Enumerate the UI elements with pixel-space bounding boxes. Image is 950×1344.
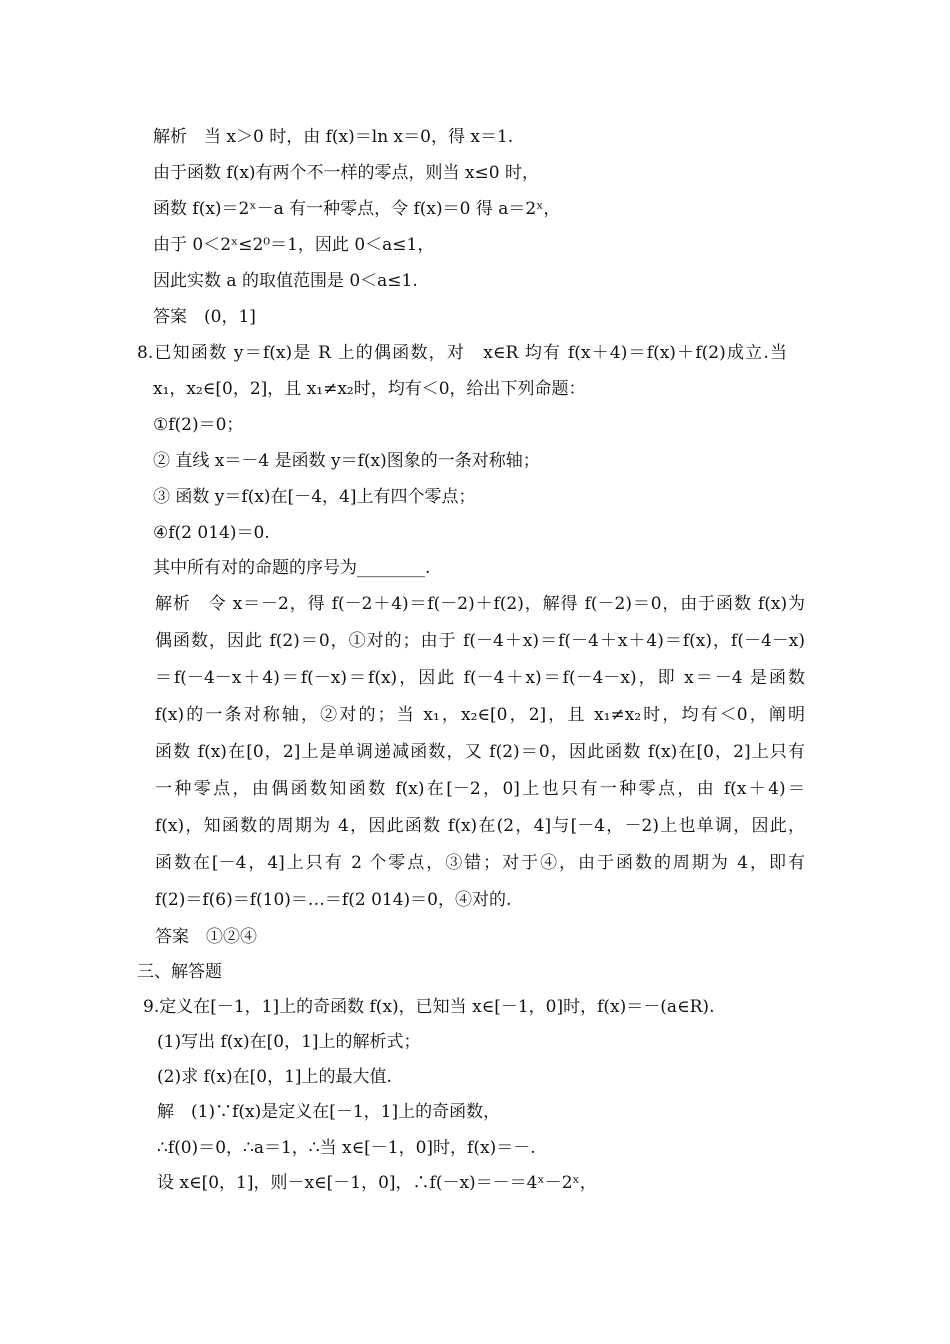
solution9-line-1: 解 (1)∵f(x)是定义在[－1，1]上的奇函数， xyxy=(157,1102,501,1122)
question8-blank: 其中所有对的命题的序号为________. xyxy=(153,558,431,578)
proposition-4: ④f(2 014)＝0. xyxy=(153,523,270,543)
solution8-line-9: f(2)＝f(6)＝f(10)＝…＝f(2 014)＝0，④对的. xyxy=(155,890,512,910)
question9-stem: 9.定义在[－1，1]上的奇函数 f(x)，已知当 x∈[－1，0]时，f(x)＝－(a∈R). xyxy=(143,997,715,1017)
solution8-line-2: 偶函数，因此 f(2)＝0，①对的；由于 f(－4＋x)＝f(－4＋x＋4)＝f(x)，f(－4－x) xyxy=(155,631,805,651)
proposition-1: ①f(2)＝0； xyxy=(153,415,244,435)
solution8-line-8: 函数在[－4，4]上只有 2 个零点，③错；对于④，由于函数的周期为 4，即有 xyxy=(155,853,805,873)
answer8: 答案 ①②④ xyxy=(155,927,257,947)
solution7-line-2: 由于函数 f(x)有两个不一样的零点，则当 x≤0 时， xyxy=(153,163,540,183)
proposition-2: ② 直线 x＝－4 是函数 y＝f(x)图象的一条对称轴； xyxy=(153,451,540,471)
solution9-line-3: 设 x∈[0，1]，则－x∈[－1，0]，∴f(－x)＝－＝4ˣ－2ˣ， xyxy=(157,1173,597,1193)
solution8-line-3: ＝f(－4－x＋4)＝f(－x)＝f(x)，因此 f(－4＋x)＝f(－4－x)，即 x＝－4 是函数 xyxy=(155,668,805,688)
answer7: 答案 (0，1] xyxy=(153,307,256,327)
solution8-line-1: 解析 令 x＝－2，得 f(－2＋4)＝f(－2)＋f(2)，解得 f(－2)＝0，由于函数 f(x)为 xyxy=(155,594,805,614)
question9-part-1: (1)写出 f(x)在[0，1]上的解析式； xyxy=(157,1032,421,1052)
solution9-line-2: ∴f(0)＝0，∴a＝1，∴当 x∈[－1，0]时，f(x)＝－. xyxy=(157,1138,536,1158)
solution7-line-3: 函数 f(x)＝2ˣ－a 有一种零点，令 f(x)＝0 得 a＝2ˣ， xyxy=(153,199,561,219)
solution8-line-6: 一种零点，由偶函数知函数 f(x)在[－2，0]上也只有一种零点，由 f(x＋4)＝ xyxy=(155,779,805,799)
question8-stem-line-2: x₁，x₂∈[0，2]，且 x₁≠x₂时，均有＜0，给出下列命题： xyxy=(153,379,586,399)
question8-stem-line-1: 8.已知函数 y＝f(x)是 R 上的偶函数，对 x∈R 均有 f(x＋4)＝f(x)＋f(2)成立.当 xyxy=(137,343,787,363)
solution8-line-5: 函数 f(x)在[0，2]上是单调递减函数，又 f(2)＝0，因此函数 f(x)在[0，2]上只有 xyxy=(155,742,805,762)
solution7-line-1: 解析 当 x＞0 时，由 f(x)＝ln x＝0，得 x＝1. xyxy=(153,127,514,147)
solution8-line-7: f(x)，知函数的周期为 4，因此函数 f(x)在(2，4]与[－4，－2)上也单调，因此， xyxy=(155,816,805,836)
solution7-line-4: 由于 0＜2ˣ≤2⁰＝1，因此 0＜a≤1， xyxy=(153,235,435,255)
question9-part-2: (2)求 f(x)在[0，1]上的最大值. xyxy=(157,1067,392,1087)
proposition-3: ③ 函数 y＝f(x)在[－4，4]上有四个零点； xyxy=(153,487,476,507)
section-heading: 三、解答题 xyxy=(137,962,222,982)
solution8-line-4: f(x)的一条对称轴，②对的；当 x₁，x₂∈[0，2]，且 x₁≠x₂时，均有＜0，阐明 xyxy=(155,705,805,725)
solution7-line-5: 因此实数 a 的取值范围是 0＜a≤1. xyxy=(153,271,418,291)
